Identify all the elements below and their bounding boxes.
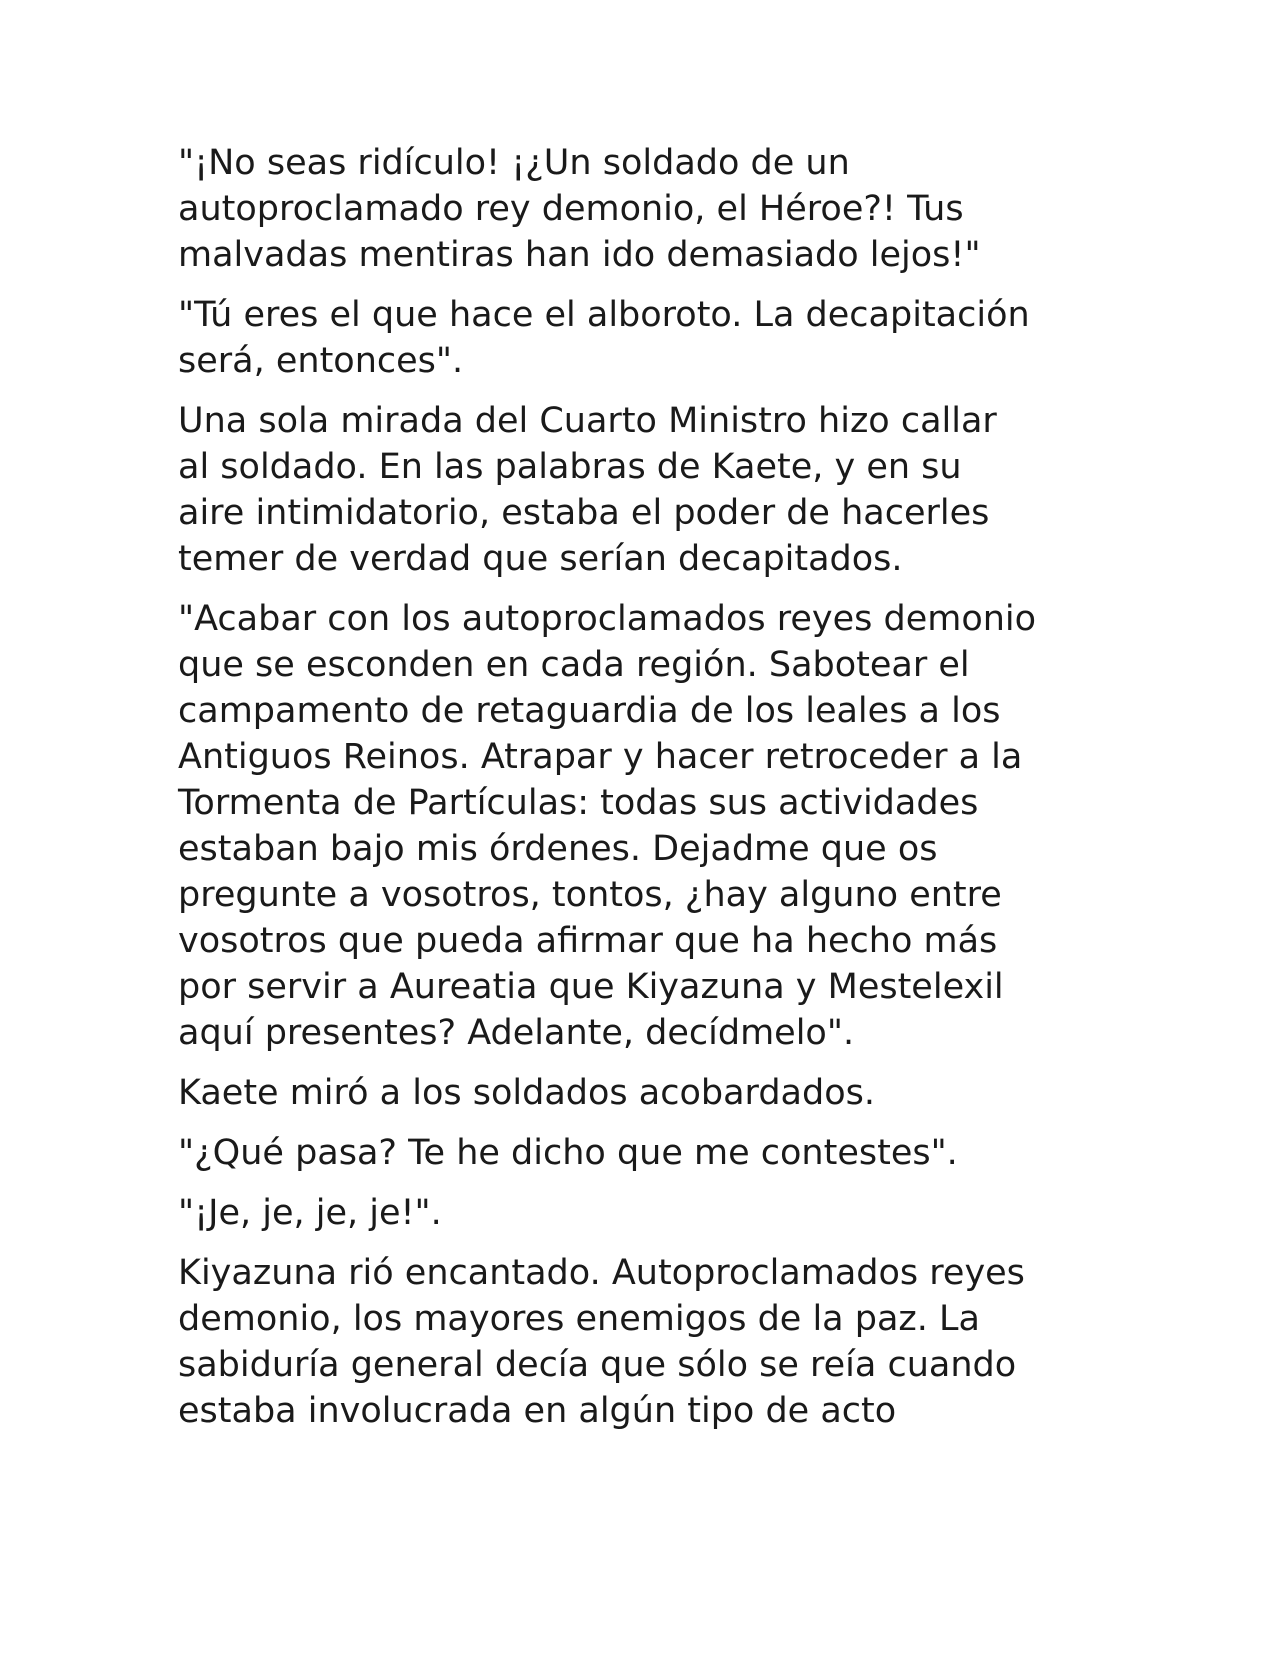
text-line: autoproclamado rey demonio, el Héroe?! Tus [178,189,964,229]
text-line: pregunte a vosotros, tontos, ¿hay alguno entre [178,875,1002,915]
paragraph [178,140,1108,278]
text-line: demonio, los mayores enemigos de la paz. La [178,1299,980,1339]
paragraph [178,1250,1108,1434]
paragraph [178,292,1108,384]
paragraph [178,596,1108,1056]
text-line: que se esconden en cada región. Sabotear el [178,645,970,685]
paragraph [178,398,1108,582]
text-line: malvadas mentiras han ido demasiado lejos!" [178,235,981,275]
document-page [178,140,1108,1448]
text-line: estaban bajo mis órdenes. Dejadme que os [178,829,938,869]
text-line: por servir a Aureatia que Kiyazuna y Mestelexil [178,967,1004,1007]
paragraph [178,1130,1108,1176]
text-line: estaba involucrada en algún tipo de acto [178,1391,897,1431]
text-line: "¿Qué pasa? Te he dicho que me contestes". [178,1133,958,1173]
text-line: aire intimidatorio, estaba el poder de hacerles [178,493,990,533]
text-line: Tormenta de Partículas: todas sus actividades [178,783,979,823]
text-line: campamento de retaguardia de los leales a los [178,691,1001,731]
text-line: "¡No seas ridículo! ¡¿Un soldado de un [178,143,850,183]
text-line: al soldado. En las palabras de Kaete, y en su [178,447,962,487]
text-line: "Acabar con los autoproclamados reyes demonio [178,599,1037,639]
text-line: "¡Je, je, je, je!". [178,1193,442,1233]
text-line: Antiguos Reinos. Atrapar y hacer retroceder a la [178,737,1023,777]
text-line: Kaete miró a los soldados acobardados. [178,1073,875,1113]
text-line: aquí presentes? Adelante, decídmelo". [178,1013,855,1053]
text-line: será, entonces". [178,341,464,381]
text-line: Kiyazuna rió encantado. Autoproclamados reyes [178,1253,1025,1293]
paragraph [178,1070,1108,1116]
text-line: Una sola mirada del Cuarto Ministro hizo callar [178,401,997,441]
text-line: sabiduría general decía que sólo se reía cuando [178,1345,1017,1385]
paragraph [178,1190,1108,1236]
text-line: temer de verdad que serían decapitados. [178,539,903,579]
text-line: vosotros que pueda afirmar que ha hecho más [178,921,998,961]
text-line: "Tú eres el que hace el alboroto. La decapitación [178,295,1030,335]
